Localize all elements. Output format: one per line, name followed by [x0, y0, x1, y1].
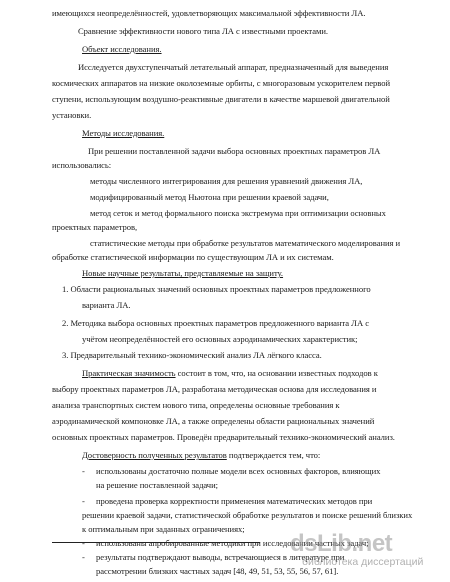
text-line: проведена проверка корректности применения математических методов при: [96, 496, 373, 506]
text-line: результаты подтверждают выводы, встречающиеся в литературе при: [96, 552, 345, 562]
text-line: анализа транспортных систем нового типа, определены основные требования к: [52, 400, 340, 410]
text-line: Сравнение эффективности нового типа ЛА с известными проектами.: [78, 26, 329, 36]
watermark: [290, 532, 440, 568]
reliability-heading: Достоверность полученных результатов: [82, 450, 227, 460]
text-line: метод сеток и метод формального поиска экстремума при оптимизации основных: [90, 208, 386, 218]
list-dash: -: [82, 552, 85, 562]
text-line: методы численного интегрирования для решения уравнений движения ЛА,: [90, 176, 363, 186]
text-line: статистические методы при обработке результатов математического моделирования и: [90, 238, 401, 248]
list-dash: -: [82, 538, 85, 548]
watermark-logo: dsLib.net: [290, 530, 393, 557]
text-line: обработке статистической информации по существующим ЛА и их системам.: [52, 252, 334, 262]
text-line: модифицированный метод Ньютона при решении краевой задачи,: [90, 192, 329, 202]
text-line: При решении поставленной задачи выбора основных проектных параметров ЛА: [88, 146, 381, 156]
text-line: к оптимальным при заданных ограничениях;: [82, 524, 245, 534]
text-line: варианта ЛА.: [82, 300, 131, 310]
list-dash: -: [82, 496, 85, 506]
text-line: рассмотрении близких частных задач [48, 49, 51, 53, 55, 56, 57, 61].: [96, 566, 339, 576]
text-line: космических аппаратов на низкие околоземные орбиты, с многоразовым ускорителем первой: [52, 78, 391, 88]
text-line: основных проектных параметров. Проведён предварительный технико-экономический анализ.: [52, 432, 395, 442]
text-line: использованы достаточно полные модели всех основных факторов, влияющих: [96, 466, 381, 476]
text-line: установки.: [52, 110, 92, 120]
reliability-line: [82, 450, 320, 461]
text-line: на решение поставленной задачи;: [96, 480, 218, 490]
section-heading-object: Объект исследования.: [82, 44, 162, 54]
section-heading-results: Новые научные результаты, представляемые на защиту.: [82, 268, 284, 278]
text-line: учётом неопределённостей его основных аэродинамических характеристик;: [82, 334, 358, 344]
text-line: решении краевой задачи, статистической обработке результатов и поиске решений близких: [82, 510, 413, 520]
watermark-subtitle: библиотека диссертаций: [302, 556, 424, 568]
practical-significance-line: [82, 368, 378, 379]
text-line: использованы апробированные методики при исследовании частных задач;: [96, 538, 369, 548]
list-item: 1. Области рациональных значений основных проектных параметров предложенного: [62, 284, 371, 294]
text-line: выбору проектных параметров ЛА, разработана методическая основа для исследования и: [52, 384, 377, 394]
text-run: подтверждается тем, что:: [226, 450, 321, 460]
text-line: проектных параметров,: [52, 222, 138, 232]
section-heading-methods: Методы исследования.: [82, 128, 165, 138]
list-dash: -: [82, 466, 85, 476]
text-line: использовались:: [52, 160, 112, 170]
text-run: состоит в том, что, на основании известных подходов к: [175, 368, 378, 378]
text-line: Исследуется двухступенчатый летательный аппарат, предназначенный для выведения: [78, 62, 389, 72]
text-line: ступени, использующим воздушно-реактивные двигатели в качестве маршевой двигательной: [52, 94, 390, 104]
text-line: имеющихся неопределённостей, удовлетворяющих максимальной эффективности ЛА.: [52, 8, 366, 18]
list-item: 2. Методика выбора основных проектных параметров предложенного варианта ЛА с: [62, 318, 369, 328]
practical-significance-heading: Практическая значимость: [82, 368, 176, 378]
text-line: аэродинамической компоновке ЛА, а также определены области рациональных значений: [52, 416, 375, 426]
footnote-rule: [52, 542, 260, 543]
list-item: 3. Предварительный технико-экономический анализ ЛА лёгкого класса.: [62, 350, 322, 360]
